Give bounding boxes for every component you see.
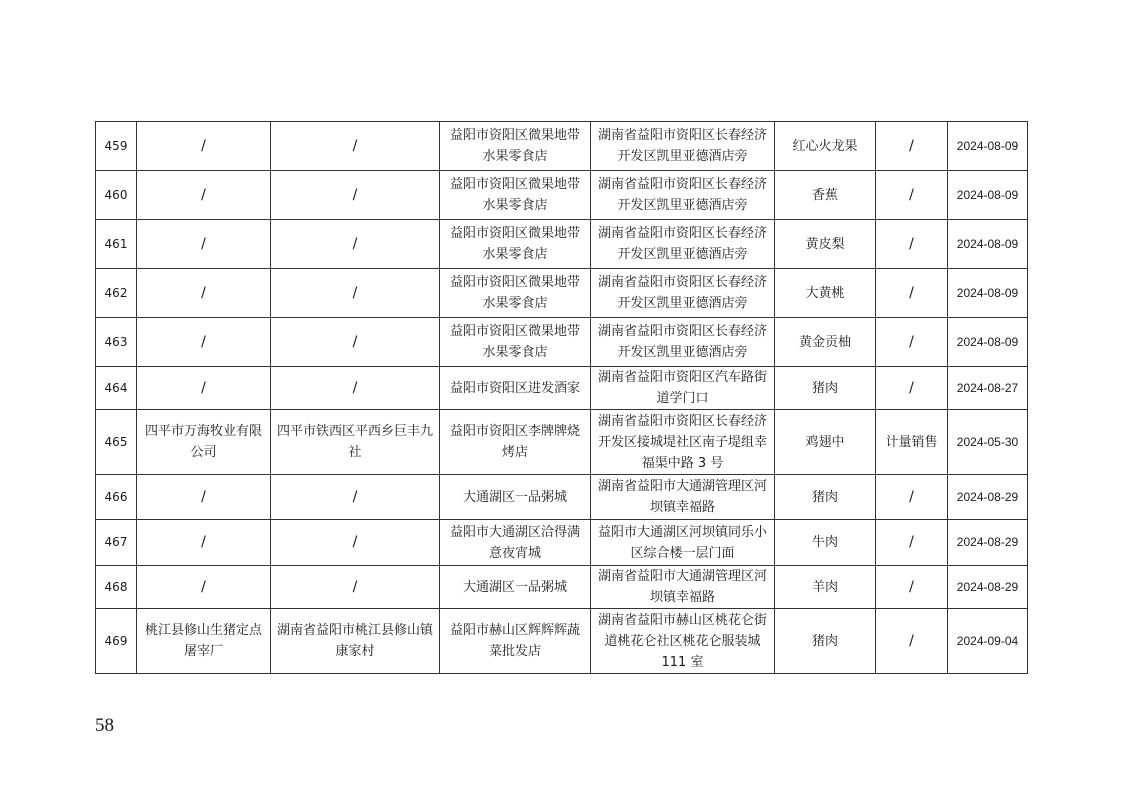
cell-product: 猪肉 — [775, 367, 876, 410]
cell-producer-address: / — [271, 220, 440, 269]
table-row — [96, 475, 1028, 520]
cell-producer-address: / — [271, 520, 440, 566]
cell-product: 猪肉 — [775, 609, 876, 674]
cell-date: 2024-08-09 — [948, 269, 1028, 318]
cell-producer: / — [137, 220, 271, 269]
cell-serial-number: 461 — [96, 220, 137, 269]
table-row — [96, 318, 1028, 367]
table-row — [96, 269, 1028, 318]
cell-product: 鸡翅中 — [775, 410, 876, 475]
cell-date: 2024-09-04 — [948, 609, 1028, 674]
cell-serial-number: 465 — [96, 410, 137, 475]
cell-specification: / — [876, 475, 948, 520]
cell-product: 香蕉 — [775, 171, 876, 220]
cell-seller: 益阳市赫山区辉辉辉蔬菜批发店 — [440, 609, 591, 674]
cell-date: 2024-08-09 — [948, 220, 1028, 269]
cell-serial-number: 469 — [96, 609, 137, 674]
cell-seller-address: 湖南省益阳市资阳区长春经济开发区凯里亚德酒店旁 — [591, 171, 775, 220]
cell-seller-address: 湖南省益阳市大通湖管理区河坝镇幸福路 — [591, 566, 775, 609]
cell-seller: 益阳市资阳区微果地带水果零食店 — [440, 171, 591, 220]
cell-specification: / — [876, 609, 948, 674]
cell-specification: / — [876, 566, 948, 609]
cell-seller-address: 湖南省益阳市资阳区长春经济开发区凯里亚德酒店旁 — [591, 269, 775, 318]
cell-producer-address: / — [271, 367, 440, 410]
cell-date: 2024-08-27 — [948, 367, 1028, 410]
page-number: 58 — [95, 715, 114, 736]
cell-producer: / — [137, 475, 271, 520]
cell-specification: / — [876, 171, 948, 220]
cell-producer-address: / — [271, 475, 440, 520]
cell-product: 红心火龙果 — [775, 122, 876, 171]
cell-product: 黄皮梨 — [775, 220, 876, 269]
cell-serial-number: 468 — [96, 566, 137, 609]
cell-producer-address: / — [271, 171, 440, 220]
cell-seller-address: 湖南省益阳市大通湖管理区河坝镇幸福路 — [591, 475, 775, 520]
cell-seller: 益阳市资阳区微果地带水果零食店 — [440, 269, 591, 318]
cell-seller: 益阳市资阳区微果地带水果零食店 — [440, 318, 591, 367]
cell-seller: 大通湖区一品粥城 — [440, 566, 591, 609]
cell-date: 2024-08-29 — [948, 475, 1028, 520]
table-row — [96, 566, 1028, 609]
cell-serial-number: 459 — [96, 122, 137, 171]
cell-producer: / — [137, 566, 271, 609]
cell-producer: / — [137, 520, 271, 566]
cell-date: 2024-08-29 — [948, 566, 1028, 609]
cell-producer: / — [137, 122, 271, 171]
cell-date: 2024-08-09 — [948, 171, 1028, 220]
cell-seller-address: 湖南省益阳市资阳区汽车路街道学门口 — [591, 367, 775, 410]
cell-date: 2024-08-09 — [948, 122, 1028, 171]
cell-serial-number: 463 — [96, 318, 137, 367]
table-row — [96, 410, 1028, 475]
cell-product: 黄金贡柚 — [775, 318, 876, 367]
cell-serial-number: 462 — [96, 269, 137, 318]
cell-seller: 大通湖区一品粥城 — [440, 475, 591, 520]
cell-seller-address: 湖南省益阳市赫山区桃花仑街道桃花仑社区桃花仑服装城 111 室 — [591, 609, 775, 674]
cell-serial-number: 466 — [96, 475, 137, 520]
cell-serial-number: 467 — [96, 520, 137, 566]
cell-seller: 益阳市资阳区进发酒家 — [440, 367, 591, 410]
cell-product: 羊肉 — [775, 566, 876, 609]
table-row — [96, 609, 1028, 674]
cell-producer-address: 四平市铁西区平西乡巨丰九社 — [271, 410, 440, 475]
cell-seller: 益阳市大通湖区洽得满意夜宵城 — [440, 520, 591, 566]
cell-specification: / — [876, 122, 948, 171]
table-row — [96, 520, 1028, 566]
cell-seller-address: 湖南省益阳市资阳区长春经济开发区凯里亚德酒店旁 — [591, 318, 775, 367]
cell-serial-number: 460 — [96, 171, 137, 220]
cell-specification: / — [876, 367, 948, 410]
cell-specification: / — [876, 269, 948, 318]
cell-seller: 益阳市资阳区微果地带水果零食店 — [440, 220, 591, 269]
table-row — [96, 220, 1028, 269]
cell-producer: / — [137, 367, 271, 410]
table-row — [96, 122, 1028, 171]
cell-product: 大黄桃 — [775, 269, 876, 318]
cell-specification: / — [876, 220, 948, 269]
cell-producer: / — [137, 269, 271, 318]
cell-producer: / — [137, 318, 271, 367]
cell-seller-address: 益阳市大通湖区河坝镇同乐小区综合楼一层门面 — [591, 520, 775, 566]
cell-producer-address: / — [271, 122, 440, 171]
cell-specification: 计量销售 — [876, 410, 948, 475]
table-row — [96, 171, 1028, 220]
cell-producer-address: / — [271, 566, 440, 609]
cell-producer: 四平市万海牧业有限公司 — [137, 410, 271, 475]
sampling-table — [95, 121, 1028, 674]
cell-seller: 益阳市资阳区李牌牌烧烤店 — [440, 410, 591, 475]
cell-seller-address: 湖南省益阳市资阳区长春经济开发区接城堤社区南子堤组幸福渠中路 3 号 — [591, 410, 775, 475]
cell-specification: / — [876, 318, 948, 367]
cell-producer-address: 湖南省益阳市桃江县修山镇康家村 — [271, 609, 440, 674]
cell-seller-address: 湖南省益阳市资阳区长春经济开发区凯里亚德酒店旁 — [591, 220, 775, 269]
cell-serial-number: 464 — [96, 367, 137, 410]
cell-product: 牛肉 — [775, 520, 876, 566]
table-body — [96, 122, 1028, 674]
cell-product: 猪肉 — [775, 475, 876, 520]
cell-producer: 桃江县修山生猪定点屠宰厂 — [137, 609, 271, 674]
cell-date: 2024-08-09 — [948, 318, 1028, 367]
cell-date: 2024-05-30 — [948, 410, 1028, 475]
cell-specification: / — [876, 520, 948, 566]
cell-producer-address: / — [271, 318, 440, 367]
cell-producer: / — [137, 171, 271, 220]
cell-producer-address: / — [271, 269, 440, 318]
cell-seller-address: 湖南省益阳市资阳区长春经济开发区凯里亚德酒店旁 — [591, 122, 775, 171]
cell-date: 2024-08-29 — [948, 520, 1028, 566]
table-row — [96, 367, 1028, 410]
cell-seller: 益阳市资阳区微果地带水果零食店 — [440, 122, 591, 171]
